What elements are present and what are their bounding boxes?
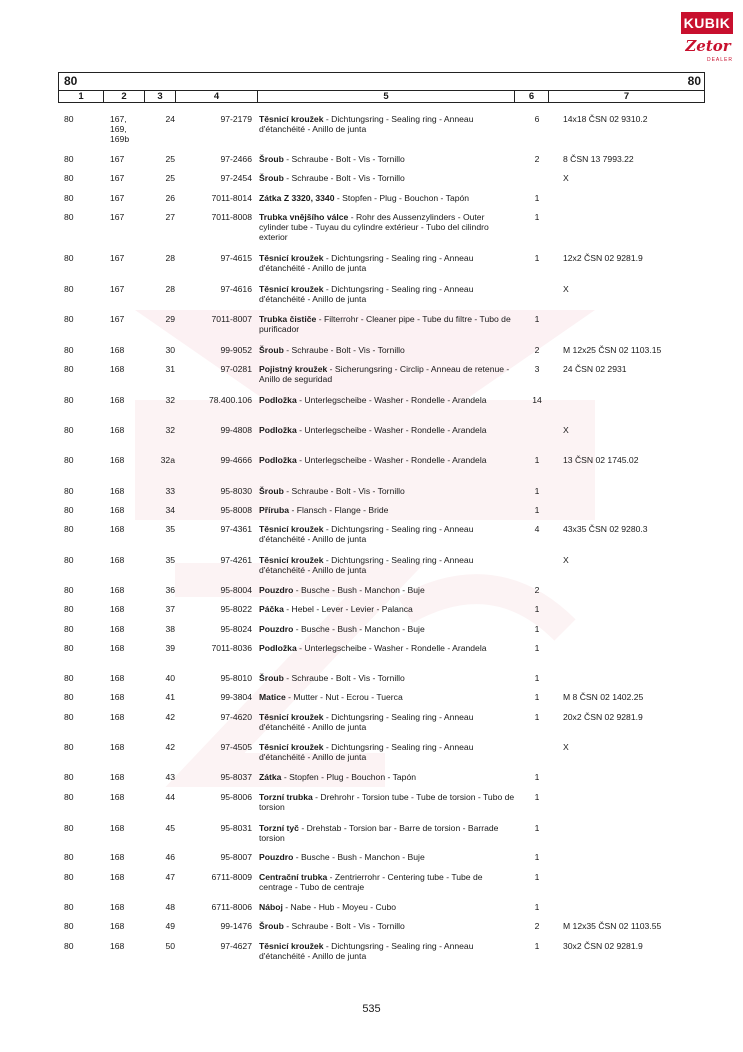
part-name: Šroub [259, 154, 284, 164]
part-number: 99-1476 [220, 921, 252, 931]
picture-number: 168 [110, 921, 125, 931]
standard-note: 24 ČSN 02 2931 [563, 364, 627, 374]
position-number: 29 [165, 314, 175, 324]
group-number: 80 [64, 284, 74, 294]
part-name: Zátka [259, 772, 282, 782]
quantity: 2 [534, 154, 540, 164]
standard-note: M 12x35 ČSN 02 1103.55 [563, 921, 662, 931]
part-number: 97-2179 [220, 114, 252, 124]
part-description [259, 742, 516, 762]
part-number: 97-4627 [220, 941, 252, 951]
part-translations: - Rohr des Aussenzylinders - Outer cylinder tube - Tuyau du cylindre extérieur - Tubo del cilindro exterior [259, 212, 489, 242]
part-description [259, 921, 516, 931]
part-description [259, 154, 516, 164]
dealer-logo-text: DEALER [706, 57, 733, 63]
quantity: 1 [534, 624, 540, 634]
picture-number: 168 [110, 902, 125, 912]
quantity: 1 [534, 193, 540, 203]
part-name: Torzní tyč [259, 823, 299, 833]
part-translations: - Unterlegscheibe - Washer - Rondelle - Arandela [296, 455, 487, 465]
column-header-row [59, 90, 704, 103]
position-number: 47 [165, 872, 175, 882]
picture-number: 168 [110, 872, 125, 882]
quantity: 1 [534, 486, 540, 496]
picture-number: 168 [110, 643, 125, 653]
part-description [259, 673, 516, 683]
group-number: 80 [64, 772, 74, 782]
part-description [259, 852, 516, 862]
part-name: Pojistný kroužek [259, 364, 328, 374]
part-number: 97-4615 [220, 253, 252, 263]
group-number: 80 [64, 555, 74, 565]
position-number: 25 [165, 173, 175, 183]
quantity: 2 [534, 585, 540, 595]
picture-number: 167 [110, 284, 125, 294]
standard-note: 20x2 ČSN 02 9281.9 [563, 712, 643, 722]
quantity: 1 [534, 692, 540, 702]
part-description [259, 872, 516, 892]
picture-number: 167 [110, 212, 125, 222]
quantity: 1 [534, 872, 540, 882]
position-number: 46 [165, 852, 175, 862]
part-number: 78.400.106 [208, 395, 252, 405]
position-number: 31 [165, 364, 175, 374]
group-number: 80 [64, 624, 74, 634]
quantity: 1 [534, 941, 540, 951]
part-number: 99-9052 [220, 345, 252, 355]
standard-note: X [563, 425, 569, 435]
column-header: 1 [59, 91, 104, 103]
group-number: 80 [64, 852, 74, 862]
position-number: 48 [165, 902, 175, 912]
part-translations: - Dichtungsring - Sealing ring - Anneau d'étanchéité - Anillo de junta [259, 712, 474, 732]
group-number: 80 [64, 364, 74, 374]
part-number: 99-4666 [220, 455, 252, 465]
part-translations: - Schraube - Bolt - Vis - Tornillo [283, 154, 405, 164]
part-number: 99-3804 [220, 692, 252, 702]
position-number: 25 [165, 154, 175, 164]
part-number: 97-4361 [220, 524, 252, 534]
quantity: 1 [534, 505, 540, 515]
part-translations: - Dichtungsring - Sealing ring - Anneau d'étanchéité - Anillo de junta [259, 524, 474, 544]
picture-number: 168 [110, 772, 125, 782]
part-translations: - Stopfen - Plug - Bouchon - Tapón [334, 193, 470, 203]
picture-number: 168 [110, 364, 125, 374]
group-number: 80 [64, 823, 74, 833]
part-number: 95-8004 [220, 585, 252, 595]
part-name: Těsnicí kroužek [259, 941, 324, 951]
part-number: 6711-8006 [211, 902, 252, 912]
part-description [259, 505, 516, 515]
part-translations: - Drehstab - Torsion bar - Barre de torsion - Barrade torsion [259, 823, 499, 843]
group-number: 80 [64, 114, 74, 124]
kubik-logo-text: KUBIK [681, 12, 733, 34]
standard-note: 14x18 ČSN 02 9310.2 [563, 114, 648, 124]
quantity: 1 [534, 792, 540, 802]
section-number-right: 80 [687, 74, 701, 88]
part-name: Těsnicí kroužek [259, 253, 324, 263]
part-name: Těsnicí kroužek [259, 524, 324, 534]
picture-number: 168 [110, 692, 125, 702]
quantity: 3 [534, 364, 540, 374]
picture-number: 167 [110, 193, 125, 203]
picture-number: 168 [110, 455, 125, 465]
part-translations: - Hebel - Lever - Levier - Palanca [283, 604, 413, 614]
part-name: Náboj [259, 902, 283, 912]
standard-note: 12x2 ČSN 02 9281.9 [563, 253, 643, 263]
picture-number: 168 [110, 604, 125, 614]
part-description [259, 585, 516, 595]
part-description [259, 823, 516, 843]
table-header [58, 72, 705, 103]
position-number: 32 [165, 395, 175, 405]
position-number: 42 [165, 712, 175, 722]
position-number: 38 [165, 624, 175, 634]
part-translations: - Drehrohr - Torsion tube - Tube de torsion - Tubo de torsion [259, 792, 515, 812]
position-number: 49 [165, 921, 175, 931]
part-number: 95-8007 [220, 852, 252, 862]
standard-note: M 8 ČSN 02 1402.25 [563, 692, 644, 702]
position-number: 42 [165, 742, 175, 752]
position-number: 27 [165, 212, 175, 222]
part-description [259, 712, 516, 732]
quantity: 2 [534, 921, 540, 931]
picture-number: 168 [110, 823, 125, 833]
kubik-zetor-logo [681, 12, 733, 66]
part-name: Šroub [259, 173, 284, 183]
group-number: 80 [64, 486, 74, 496]
part-description [259, 395, 516, 405]
quantity: 1 [534, 852, 540, 862]
quantity: 1 [534, 772, 540, 782]
part-translations: - Dichtungsring - Sealing ring - Anneau d'étanchéité - Anillo de junta [259, 284, 474, 304]
quantity: 1 [534, 712, 540, 722]
position-number: 30 [165, 345, 175, 355]
column-header: 7 [623, 91, 630, 102]
part-translations: - Schraube - Bolt - Vis - Tornillo [283, 486, 405, 496]
standard-note: 13 ČSN 02 1745.02 [563, 455, 639, 465]
part-name: Podložka [259, 643, 297, 653]
group-number: 80 [64, 253, 74, 263]
picture-number: 168 [110, 585, 125, 595]
part-translations: - Schraube - Bolt - Vis - Tornillo [283, 345, 405, 355]
page-number: 535 [362, 1003, 381, 1015]
section-number-left: 80 [64, 74, 78, 88]
part-name: Podložka [259, 455, 297, 465]
part-description [259, 555, 516, 575]
group-number: 80 [64, 395, 74, 405]
part-translations: - Schraube - Bolt - Vis - Tornillo [283, 673, 405, 683]
group-number: 80 [64, 585, 74, 595]
part-description [259, 772, 516, 782]
part-number: 7011-8036 [211, 643, 252, 653]
position-number: 39 [165, 643, 175, 653]
part-number: 97-2454 [220, 173, 252, 183]
group-number: 80 [64, 742, 74, 752]
column-header: 6 [515, 91, 549, 103]
standard-note: 43x35 ČSN 02 9280.3 [563, 524, 648, 534]
part-translations: - Dichtungsring - Sealing ring - Anneau d'étanchéité - Anillo de junta [259, 114, 474, 134]
part-name: Těsnicí kroužek [259, 114, 324, 124]
picture-number: 168 [110, 673, 125, 683]
group-number: 80 [64, 173, 74, 183]
picture-number: 167 [110, 314, 125, 324]
group-number: 80 [64, 673, 74, 683]
quantity: 1 [534, 604, 540, 614]
group-number: 80 [64, 455, 74, 465]
position-number: 24 [165, 114, 175, 124]
part-description [259, 692, 516, 702]
quantity: 1 [534, 902, 540, 912]
part-name: Páčka [259, 604, 284, 614]
part-description [259, 253, 516, 273]
picture-number: 168 [110, 486, 125, 496]
quantity: 1 [534, 643, 540, 653]
group-number: 80 [64, 692, 74, 702]
part-number: 95-8010 [220, 673, 252, 683]
part-description [259, 212, 516, 242]
part-number: 95-8006 [220, 792, 252, 802]
part-translations: - Dichtungsring - Sealing ring - Anneau d'étanchéité - Anillo de junta [259, 253, 474, 273]
part-description [259, 193, 516, 203]
picture-number: 167 [110, 154, 125, 164]
part-description [259, 624, 516, 634]
quantity: 1 [534, 212, 540, 222]
position-number: 28 [165, 284, 175, 294]
part-translations: - Dichtungsring - Sealing ring - Anneau d'étanchéité - Anillo de junta [259, 742, 474, 762]
position-number: 35 [165, 524, 175, 534]
part-translations: - Sicherungsring - Circlip - Anneau de retenue - Anillo de seguridad [259, 364, 510, 384]
picture-number: 168 [110, 395, 125, 405]
part-name: Podložka [259, 425, 297, 435]
part-translations: - Dichtungsring - Sealing ring - Anneau d'étanchéité - Anillo de junta [259, 941, 474, 961]
picture-number: 167 [110, 173, 125, 183]
part-number: 7011-8007 [211, 314, 252, 324]
part-number: 95-8008 [220, 505, 252, 515]
picture-number: 167 [110, 253, 125, 263]
part-description [259, 364, 516, 384]
part-name: Šroub [259, 673, 284, 683]
part-number: 7011-8014 [211, 193, 252, 203]
standard-note: M 12x25 ČSN 02 1103.15 [563, 345, 662, 355]
part-name: Šroub [259, 345, 284, 355]
group-number: 80 [64, 505, 74, 515]
standard-note: X [563, 555, 569, 565]
position-number: 26 [165, 193, 175, 203]
position-number: 37 [165, 604, 175, 614]
part-name: Těsnicí kroužek [259, 712, 324, 722]
quantity: 2 [534, 345, 540, 355]
picture-number: 168 [110, 505, 125, 515]
group-number: 80 [64, 345, 74, 355]
part-translations: - Stopfen - Plug - Bouchon - Tapón [281, 772, 417, 782]
part-number: 97-2466 [220, 154, 252, 164]
part-number: 95-8024 [220, 624, 252, 634]
position-number: 34 [165, 505, 175, 515]
part-number: 97-4505 [220, 742, 252, 752]
part-description [259, 425, 516, 435]
column-header: 4 [176, 91, 258, 103]
position-number: 32 [165, 425, 175, 435]
group-number: 80 [64, 902, 74, 912]
group-number: 80 [64, 314, 74, 324]
part-number: 97-4616 [220, 284, 252, 294]
picture-number: 168 [110, 425, 125, 435]
standard-note: X [563, 284, 569, 294]
part-name: Těsnicí kroužek [259, 284, 324, 294]
part-number: 6711-8009 [211, 872, 252, 882]
position-number: 36 [165, 585, 175, 595]
part-name: Torzní trubka [259, 792, 313, 802]
part-description [259, 902, 516, 912]
part-number: 95-8030 [220, 486, 252, 496]
part-name: Pouzdro [259, 585, 294, 595]
group-number: 80 [64, 524, 74, 534]
part-name: Těsnicí kroužek [259, 742, 324, 752]
standard-note: X [563, 742, 569, 752]
zetor-logo-text: Zetor [685, 37, 731, 55]
part-description [259, 643, 516, 653]
part-name: Trubka čističe [259, 314, 317, 324]
part-name: Centrační trubka [259, 872, 328, 882]
standard-note: X [563, 173, 569, 183]
standard-note: 30x2 ČSN 02 9281.9 [563, 941, 643, 951]
quantity: 1 [534, 673, 540, 683]
part-translations: - Unterlegscheibe - Washer - Rondelle - Arandela [296, 425, 487, 435]
part-translations: - Busche - Bush - Manchon - Buje [293, 852, 425, 862]
position-number: 44 [165, 792, 175, 802]
part-name: Šroub [259, 921, 284, 931]
group-number: 80 [64, 212, 74, 222]
part-translations: - Flansch - Flange - Bride [289, 505, 389, 515]
column-header: 2 [104, 91, 145, 103]
picture-number: 168 [110, 712, 125, 722]
part-number: 97-4620 [220, 712, 252, 722]
group-number: 80 [64, 872, 74, 882]
part-name: Těsnicí kroužek [259, 555, 324, 565]
picture-number: 168 [110, 624, 125, 634]
quantity: 1 [534, 823, 540, 833]
picture-number: 168 [110, 345, 125, 355]
column-header: 3 [145, 91, 176, 103]
part-translations: - Busche - Bush - Manchon - Buje [293, 585, 425, 595]
group-number: 80 [64, 154, 74, 164]
picture-number: 168 [110, 524, 125, 534]
position-number: 28 [165, 253, 175, 263]
part-description [259, 792, 516, 812]
part-translations: - Busche - Bush - Manchon - Buje [293, 624, 425, 634]
part-number: 7011-8008 [211, 212, 252, 222]
group-number: 80 [64, 941, 74, 951]
position-number: 35 [165, 555, 175, 565]
picture-number: 168 [110, 742, 125, 752]
part-translations: - Nabe - Hub - Moyeu - Cubo [282, 902, 397, 912]
part-translations: - Zentrierrohr - Centering tube - Tube de centrage - Tubo de centraje [259, 872, 483, 892]
part-number: 95-8031 [220, 823, 252, 833]
group-number: 80 [64, 792, 74, 802]
part-name: Podložka [259, 395, 297, 405]
position-number: 41 [165, 692, 175, 702]
position-number: 45 [165, 823, 175, 833]
part-description [259, 345, 516, 355]
position-number: 33 [165, 486, 175, 496]
part-translations: - Unterlegscheibe - Washer - Rondelle - Arandela [296, 643, 487, 653]
part-translations: - Filterrohr - Cleaner pipe - Tube du filtre - Tubo de purificador [259, 314, 511, 334]
position-number: 50 [165, 941, 175, 951]
part-number: 95-8037 [220, 772, 252, 782]
quantity: 6 [534, 114, 540, 124]
part-translations: - Schraube - Bolt - Vis - Tornillo [283, 921, 405, 931]
picture-number: 168 [110, 941, 125, 951]
part-number: 97-4261 [220, 555, 252, 565]
column-header: 5 [258, 91, 515, 103]
part-description [259, 524, 516, 544]
part-name: Pouzdro [259, 624, 294, 634]
part-description [259, 455, 516, 465]
part-number: 99-4808 [220, 425, 252, 435]
group-number: 80 [64, 921, 74, 931]
part-translations: - Mutter - Nut - Ecrou - Tuerca [285, 692, 403, 702]
picture-number: 168 [110, 852, 125, 862]
group-number: 80 [64, 712, 74, 722]
quantity: 14 [532, 395, 542, 405]
part-name: Pouzdro [259, 852, 294, 862]
part-name: Trubka vnějšího válce [259, 212, 349, 222]
group-number: 80 [64, 604, 74, 614]
part-description [259, 314, 516, 334]
group-number: 80 [64, 193, 74, 203]
quantity: 1 [534, 314, 540, 324]
position-number: 43 [165, 772, 175, 782]
part-number: 97-0281 [220, 364, 252, 374]
part-description [259, 173, 516, 183]
part-translations: - Unterlegscheibe - Washer - Rondelle - Arandela [296, 395, 487, 405]
quantity: 4 [534, 524, 540, 534]
part-translations: - Dichtungsring - Sealing ring - Anneau d'étanchéité - Anillo de junta [259, 555, 474, 575]
standard-note: 8 ČSN 13 7993.22 [563, 154, 634, 164]
part-translations: - Schraube - Bolt - Vis - Tornillo [283, 173, 405, 183]
part-description [259, 604, 516, 614]
part-description [259, 486, 516, 496]
part-number: 95-8022 [220, 604, 252, 614]
picture-number: 167, 169, 169b [110, 114, 130, 144]
quantity: 1 [534, 253, 540, 263]
quantity: 1 [534, 455, 540, 465]
part-name: Šroub [259, 486, 284, 496]
part-description [259, 114, 516, 134]
group-number: 80 [64, 643, 74, 653]
part-name: Příruba [259, 505, 290, 515]
position-number: 32a [160, 455, 175, 465]
group-number: 80 [64, 425, 74, 435]
position-number: 40 [165, 673, 175, 683]
picture-number: 168 [110, 555, 125, 565]
part-description [259, 941, 516, 961]
part-name: Matice [259, 692, 286, 702]
part-name: Zátka Z 3320, 3340 [259, 193, 335, 203]
picture-number: 168 [110, 792, 125, 802]
part-description [259, 284, 516, 304]
